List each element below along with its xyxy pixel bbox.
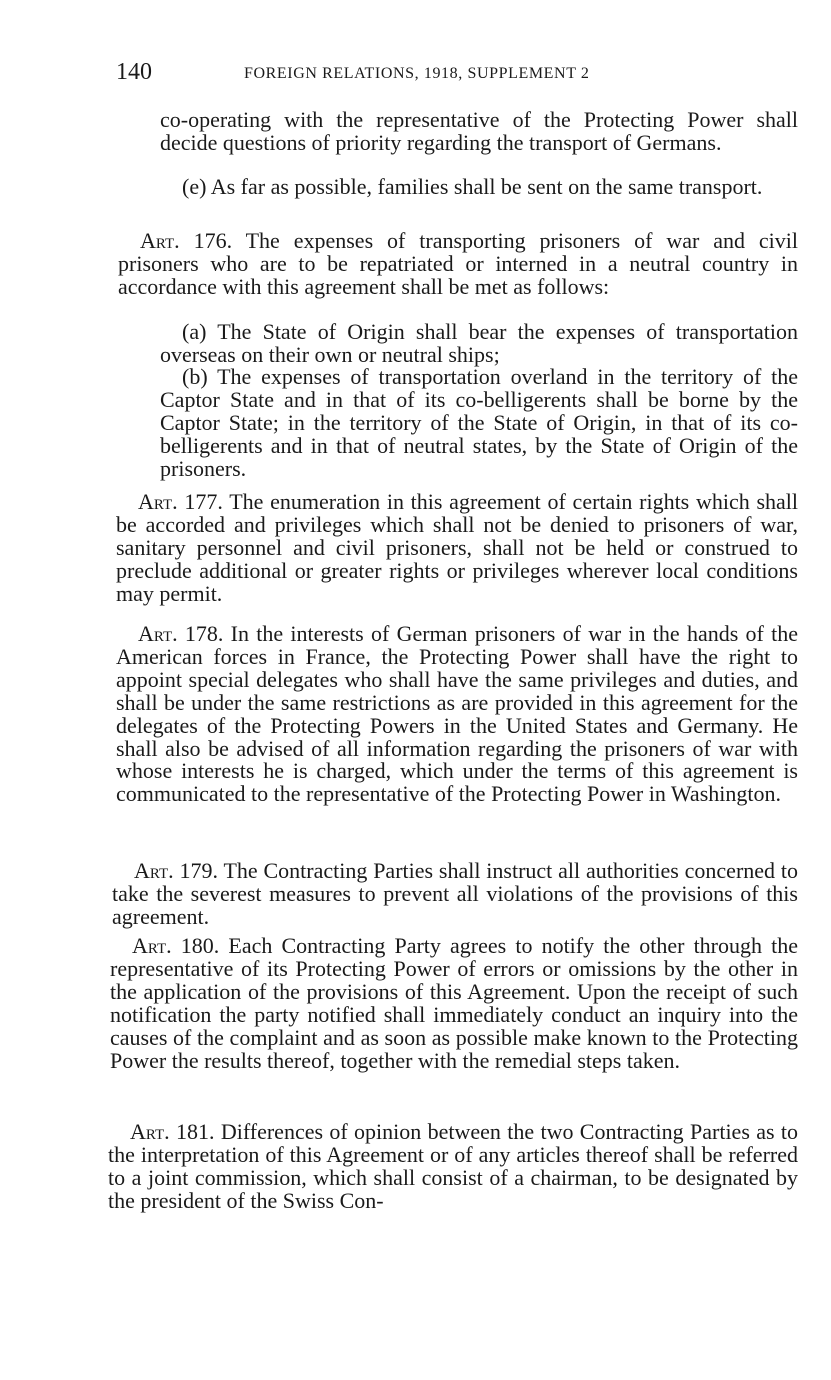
article-178-number: 178. [177, 621, 224, 646]
article-178-label: Art. [138, 621, 178, 646]
article-179 [112, 860, 798, 929]
article-180-label: Art. [132, 933, 172, 958]
article-177 [116, 491, 798, 606]
article-179-text: The Contracting Parties shall instruct all authorities concerned to take the severest measures to prevent all violations of the provisions of this agreement. [112, 858, 798, 929]
article-176-text: The expenses of transporting prisoners of war and civil prisoners who are to be repatriated or interned in a neutral country in accordance with this agreement shall be met as follows: [118, 228, 799, 299]
article-177-number: 177. [177, 489, 223, 514]
article-180-number: 180. [171, 933, 220, 958]
continued-paragraph: co-operating with the representative of the Protecting Power shall decide questions of priority regarding the transport of Germans. [160, 107, 798, 155]
article-181-text: Differences of opinion between the two Contracting Parties as to the interpretation of this Agreement or of any articles thereof shall be referred to a joint commission, which shall consist of a chairman, to be designated by the president of the Swiss Con- [108, 1119, 798, 1213]
article-179-number: 179. [173, 858, 218, 883]
article-180-text: Each Contracting Party agrees to notify the other through the representative of its Protecting Power of errors or omissions by the other in the application of the provisions of this Agreement. Upon the receipt of such notification the party notified shall immediately conduct an inquiry into the causes of the complaint and as soon as possible make known to the Protecting Power the results thereof, together with the remedial steps taken. [110, 933, 799, 1073]
article-180 [110, 935, 798, 1072]
article-181-label: Art. [130, 1119, 170, 1144]
article-176-item-b [160, 366, 798, 481]
item-e-label: (e) [182, 174, 207, 199]
article-181 [108, 1121, 798, 1213]
article-176-item-a-label: (a) [182, 319, 207, 344]
article-176-item-a-text: The State of Origin shall bear the expenses of transportation overseas on their own or neutral ships; [160, 319, 798, 367]
item-e-text: As far as possible, families shall be sent on the same transport. [206, 174, 763, 199]
article-176-item-a [160, 321, 798, 367]
running-head: FOREIGN RELATIONS, 1918, SUPPLEMENT 2 [244, 65, 590, 82]
article-177-label: Art. [138, 489, 178, 514]
article-177-text: The enumeration in this agreement of certain rights which shall be accorded and privileges which shall not be denied to prisoners of war, sanitary personnel and civil prisoners, shall not be held or construed to preclude additional or greater rights or privileges wherever local conditions may permit. [116, 489, 799, 606]
article-176 [118, 230, 798, 299]
article-178 [116, 623, 798, 806]
item-e-paragraph [160, 176, 798, 199]
article-176-item-b-text: The expenses of transportation overland in the territory of the Captor State and in that of its co-belligerents shall be borne by the Captor State; in the territory of the State of Origin, in that of its co-belligerents and in that of neutral states, by the State of Origin of the prisoners. [160, 364, 798, 481]
article-176-number: 176. [179, 228, 233, 253]
article-179-label: Art. [134, 858, 174, 883]
article-176-item-b-label: (b) [182, 364, 208, 389]
article-178-text: In the interests of German prisoners of war in the hands of the American forces in France, the Protecting Power shall have the right to appoint special delegates who shall have the same privileges and duties, and shall be under the same restrictions as are provided in this agreement for the delegates of the Protecting Powers in the United States and Germany. He shall also be advised of all information regarding the prisoners of war with whose interests he is charged, which under the terms of this agreement is communicated to the representative of the Protecting Power in Washington. [116, 621, 798, 807]
page-number: 140 [116, 59, 152, 85]
page-header [116, 58, 796, 88]
article-181-number: 181. [169, 1119, 215, 1144]
article-176-label: Art. [140, 228, 180, 253]
